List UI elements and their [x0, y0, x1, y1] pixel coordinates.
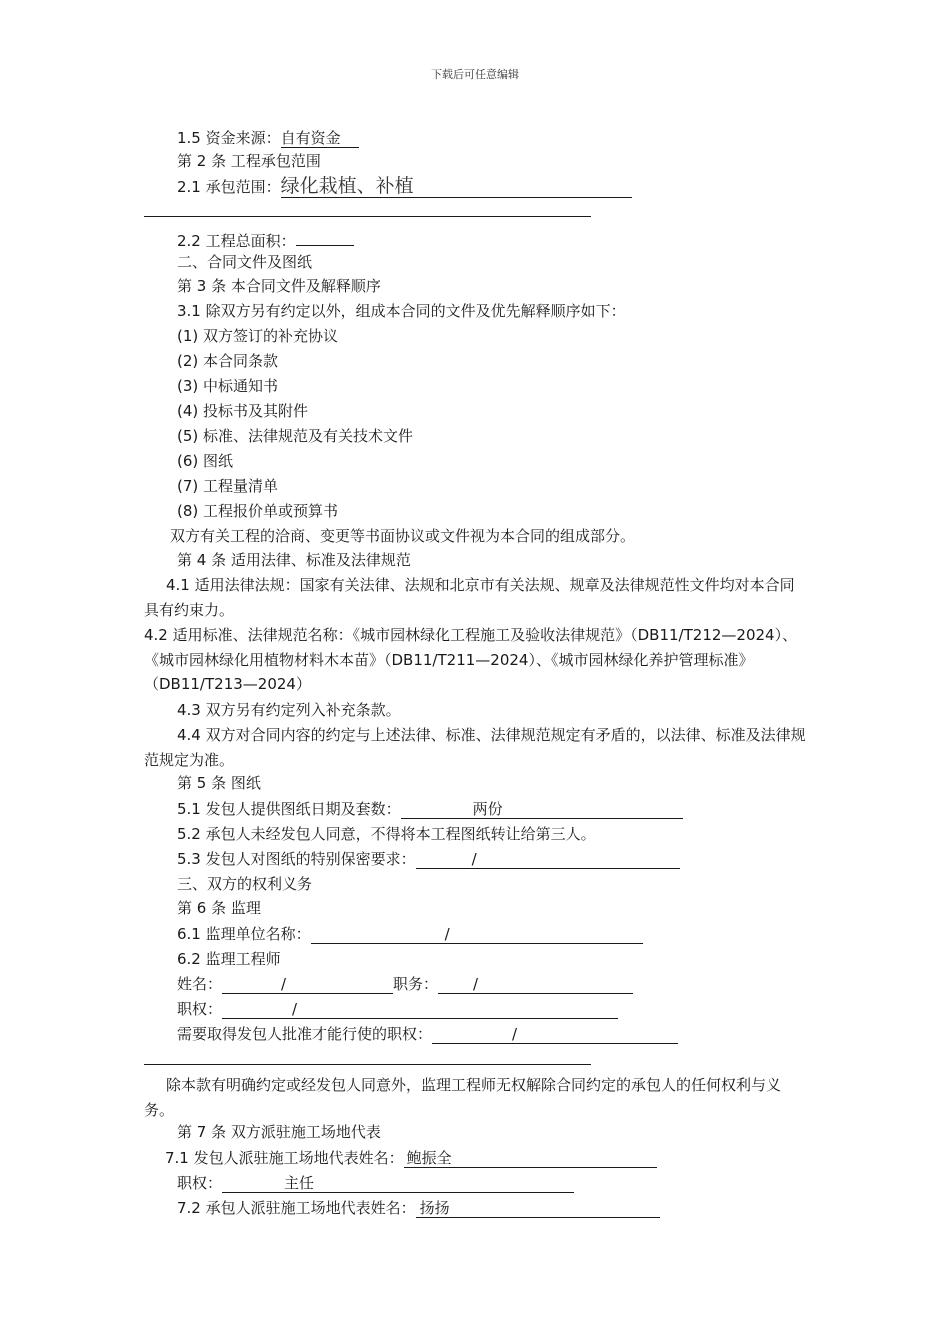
fill-blank-total-area [296, 228, 354, 246]
clause-7-1-power [177, 1173, 574, 1193]
power-label: 职权： [177, 1000, 223, 1018]
clause-label: 5.1 发包人提供图纸日期及套数： [177, 800, 401, 818]
clause-label: 2.2 工程总面积： [177, 232, 296, 250]
engineer-approval-power [177, 1024, 678, 1044]
clause-3-1: 3.1 除双方另有约定以外，组成本合同的文件及优先解释顺序如下： [177, 302, 626, 320]
fill-blank-engineer-name: / [222, 976, 393, 994]
doc-list-item: (6) 图纸 [177, 452, 234, 470]
article-5-title: 第 5 条 图纸 [177, 774, 261, 792]
article-3-title: 第 3 条 本合同文件及解释顺序 [177, 277, 381, 295]
duty-label: 职务： [393, 975, 439, 993]
page-header: 下载后可任意编辑 [431, 68, 519, 81]
clause-1-5 [177, 128, 359, 148]
section-3-title: 三、双方的权利义务 [177, 875, 313, 893]
section-2-title: 二、合同文件及图纸 [177, 253, 313, 271]
clause-7-2 [177, 1198, 660, 1218]
clause-7-1 [165, 1148, 657, 1168]
clause-2-2 [177, 228, 354, 251]
clause-6-note: 除本款有明确约定或经发包人同意外，监理工程师无权解除合同约定的承包人的任何权利与义务。 [144, 1076, 782, 1119]
engineer-power [177, 999, 618, 1019]
article-2-title: 第 2 条 工程承包范围 [177, 152, 321, 170]
fill-blank-approval-power: / [432, 1026, 678, 1044]
article-7-title: 第 7 条 双方派驻施工场地代表 [177, 1123, 381, 1141]
clause-5-2: 5.2 承包人未经发包人同意，不得将本工程图纸转让给第三人。 [177, 825, 596, 843]
clause-4-4: 4.4 双方对合同内容的约定与上述法律、标准、法律规范规定有矛盾的，以法律、标准及法律规范规定为准。 [144, 726, 806, 769]
clause-label: 5.3 发包人对图纸的特别保密要求： [177, 850, 416, 868]
fill-blank-employer-rep: 鲍振全 [404, 1150, 657, 1168]
approval-label: 需要取得发包人批准才能行使的职权： [177, 1025, 433, 1043]
clause-4-2: 4.2 适用标准、法律规范名称：《城市园林绿化工程施工及验收法律规范》（DB11/T212—2024）、《城市园林绿化用植物材料木本苗》（DB11/T211—2024）、《城市园林绿化养护管理标准》（DB11/T213—2024） [144, 626, 798, 693]
clause-5-1 [177, 799, 683, 819]
doc-list-item: (4) 投标书及其附件 [177, 402, 309, 420]
fill-blank-scope: 绿化栽植、补植 [281, 176, 632, 198]
doc-list-item: (3) 中标通知书 [177, 377, 279, 395]
fill-blank-confidentiality: / [416, 851, 680, 869]
clause-6-1 [177, 924, 643, 944]
doc-list-item: (8) 工程报价单或预算书 [177, 502, 339, 520]
clause-2-1 [177, 176, 632, 198]
doc-list-item: (1) 双方签订的补充协议 [177, 327, 339, 345]
doc-list-item: (7) 工程量清单 [177, 477, 279, 495]
clause-label: 6.1 监理单位名称： [177, 925, 311, 943]
blank-continuation-line [144, 216, 591, 217]
clause-4-1: 4.1 适用法律法规：国家有关法律、法规和北京市有关法规、规章及法律规范性文件均对本合同具有约束力。 [144, 576, 795, 619]
engineer-name-duty [177, 974, 633, 994]
fill-blank-supervisor-unit: / [311, 926, 643, 944]
clause-label: 1.5 资金来源： [177, 129, 281, 147]
fill-blank-engineer-power: / [222, 1001, 618, 1019]
clause-5-3 [177, 849, 680, 869]
fill-blank-contractor-rep: 扬扬 [416, 1200, 660, 1218]
blank-continuation-line [144, 1064, 591, 1065]
clause-6-2: 6.2 监理工程师 [177, 950, 281, 968]
fill-blank-employer-rep-power: 主任 [222, 1175, 574, 1193]
clause-4-3: 4.3 双方另有约定列入补充条款。 [177, 701, 401, 719]
fill-blank-engineer-duty: / [438, 976, 633, 994]
article-6-title: 第 6 条 监理 [177, 899, 261, 917]
clause-label: 7.1 发包人派驻施工场地代表姓名： [165, 1149, 404, 1167]
doc-list-item: (2) 本合同条款 [177, 352, 279, 370]
doc-list-item: (5) 标准、法律规范及有关技术文件 [177, 427, 414, 445]
fill-blank-drawing-sets: 两份 [401, 801, 683, 819]
docs-note: 双方有关工程的洽商、变更等书面协议或文件视为本合同的组成部分。 [170, 527, 636, 545]
name-label: 姓名： [177, 975, 223, 993]
clause-label: 7.2 承包人派驻施工场地代表姓名： [177, 1199, 416, 1217]
fill-blank-funding-source: 自有资金 [281, 130, 359, 148]
clause-label: 职权： [177, 1174, 223, 1192]
clause-label: 2.1 承包范围： [177, 178, 281, 196]
article-4-title: 第 4 条 适用法律、标准及法律规范 [177, 551, 411, 569]
